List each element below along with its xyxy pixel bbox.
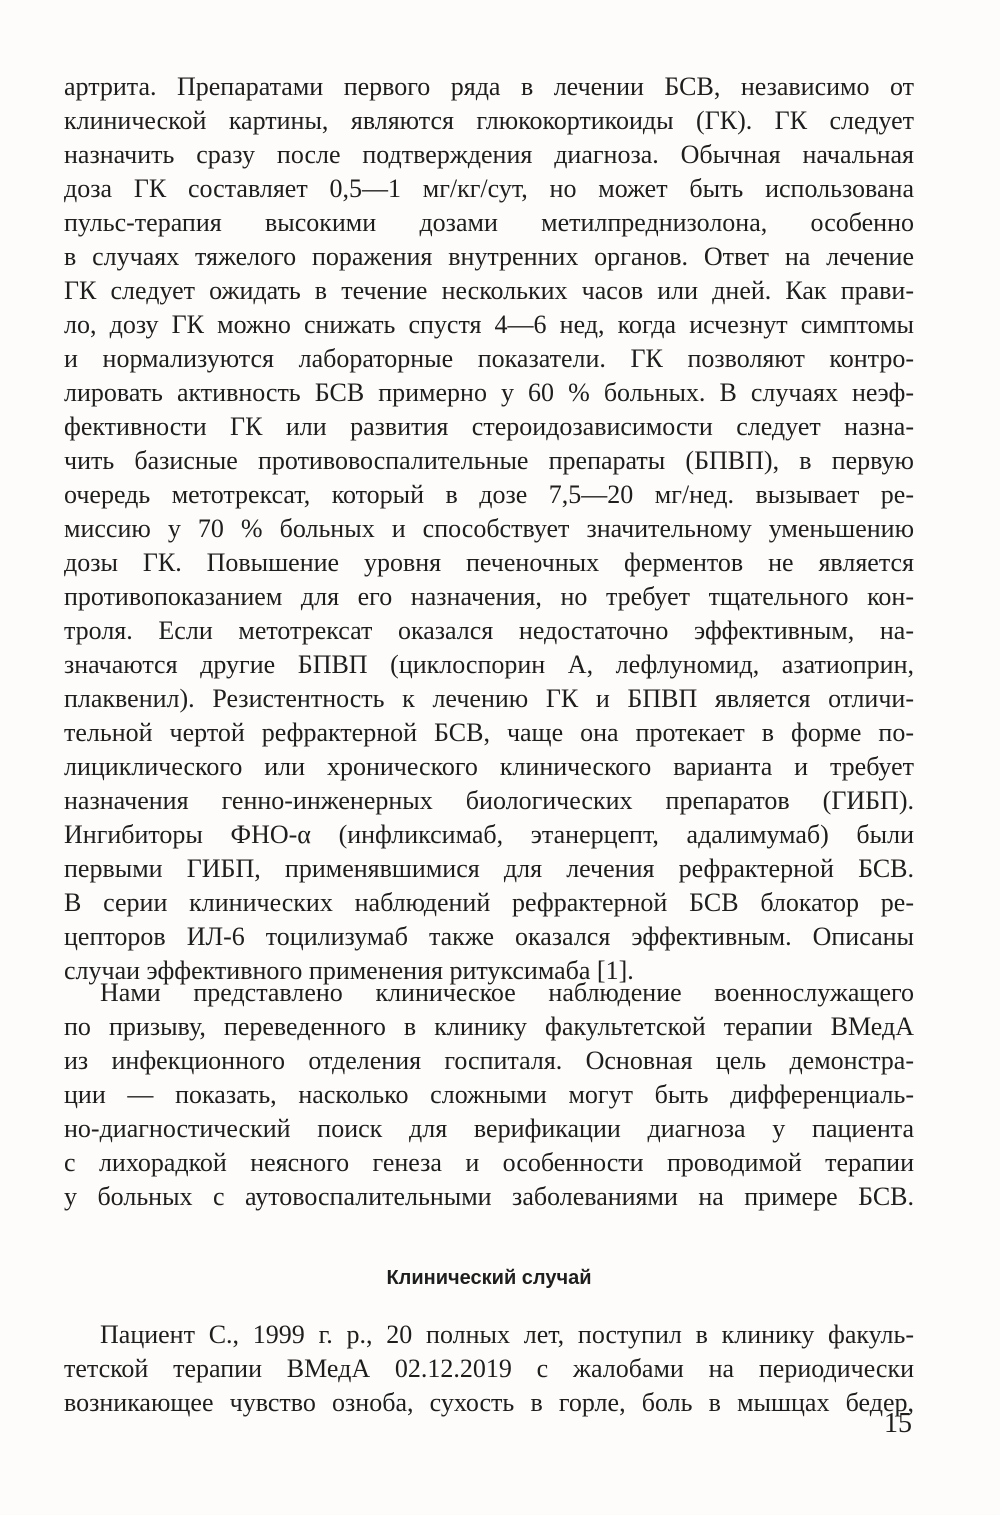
- text-line: тельной чертой рефрактерной БСВ, чаще она протекает в форме по-: [64, 718, 914, 747]
- text-line: дозы ГК. Повышение уровня печеночных ферментов не является: [64, 548, 914, 577]
- text-line: лировать активность БСВ примерно у 60 % больных. В случаях неэф-: [64, 378, 914, 407]
- text-line: и нормализуются лабораторные показатели. ГК позволяют контро-: [64, 344, 914, 373]
- text-line: возникающее чувство озноба, сухость в горле, боль в мышцах бедер,: [64, 1388, 914, 1417]
- text-line: троля. Если метотрексат оказался недостаточно эффективным, на-: [64, 616, 914, 645]
- text-line: случаи эффективного применения ритуксимаба [1].: [64, 956, 634, 985]
- text-line: в случаях тяжелого поражения внутренних органов. Ответ на лечение: [64, 242, 914, 271]
- text-line: с лихорадкой неясного генеза и особенности проводимой терапии: [64, 1148, 914, 1177]
- text-line: противопоказанием для его назначения, но требует тщательного кон-: [64, 582, 914, 611]
- text-line: у больных с аутовоспалительными заболеваниями на примере БСВ.: [64, 1182, 914, 1211]
- text-line: цепторов ИЛ-6 тоцилизумаб также оказался эффективным. Описаны: [64, 922, 914, 951]
- text-line: по призыву, переведенного в клинику факультетской терапии ВМедА: [64, 1012, 914, 1041]
- text-line: артрита. Препаратами первого ряда в лечении БСВ, независимо от: [64, 72, 914, 101]
- text-line: назначения генно-инженерных биологических препаратов (ГИБП).: [64, 786, 914, 815]
- text-line: В серии клинических наблюдений рефрактерной БСВ блокатор ре-: [64, 888, 914, 917]
- text-line: ции — показать, насколько сложными могут быть дифференциаль-: [64, 1080, 914, 1109]
- page-number: 15: [884, 1408, 912, 1439]
- text-line: фективности ГК или развития стероидозависимости следует назна-: [64, 412, 914, 441]
- text-line: значаются другие БПВП (циклоспорин А, лефлуномид, азатиоприн,: [64, 650, 914, 679]
- text-line: из инфекционного отделения госпиталя. Основная цель демонстра-: [64, 1046, 914, 1075]
- text-line: клинической картины, являются глюкокортикоиды (ГК). ГК следует: [64, 106, 914, 135]
- text-line: ГК следует ожидать в течение нескольких часов или дней. Как прави-: [64, 276, 914, 305]
- text-line: плаквенил). Резистентность к лечению ГК и БПВП является отличи-: [64, 684, 914, 713]
- paragraph-case-intro: [64, 976, 914, 1214]
- text-line: Ингибиторы ФНО-α (инфликсимаб, этанерцепт, адалимумаб) были: [64, 820, 914, 849]
- text-line: лициклического или хронического клинического варианта и требует: [64, 752, 914, 781]
- text-line: первыми ГИБП, применявшимися для лечения рефрактерной БСВ.: [64, 854, 914, 883]
- text-line: тетской терапии ВМедА 02.12.2019 с жалобами на периодически: [64, 1354, 914, 1383]
- text-line: ло, дозу ГК можно снижать спустя 4—6 нед, когда исчезнут симптомы: [64, 310, 914, 339]
- text-line: Нами представлено клиническое наблюдение военнослужащего: [100, 978, 914, 1007]
- paragraph-patient: [64, 1318, 914, 1420]
- text-line: назначить сразу после подтверждения диагноза. Обычная начальная: [64, 140, 914, 169]
- text-line: очередь метотрексат, который в дозе 7,5—20 мг/нед. вызывает ре-: [64, 480, 914, 509]
- text-line: но-диагностический поиск для верификации диагноза у пациента: [64, 1114, 914, 1143]
- text-line: Пациент С., 1999 г. р., 20 полных лет, поступил в клинику факуль-: [100, 1320, 914, 1349]
- text-line: доза ГК составляет 0,5—1 мг/кг/сут, но может быть использована: [64, 174, 914, 203]
- text-line: чить базисные противовоспалительные препараты (БПВП), в первую: [64, 446, 914, 475]
- text-line: пульс-терапия высокими дозами метилпреднизолона, особенно: [64, 208, 914, 237]
- section-heading: Клинический случай: [386, 1267, 592, 1289]
- text-line: миссию у 70 % больных и способствует значительному уменьшению: [64, 514, 914, 543]
- paragraph-treatment: [64, 70, 914, 988]
